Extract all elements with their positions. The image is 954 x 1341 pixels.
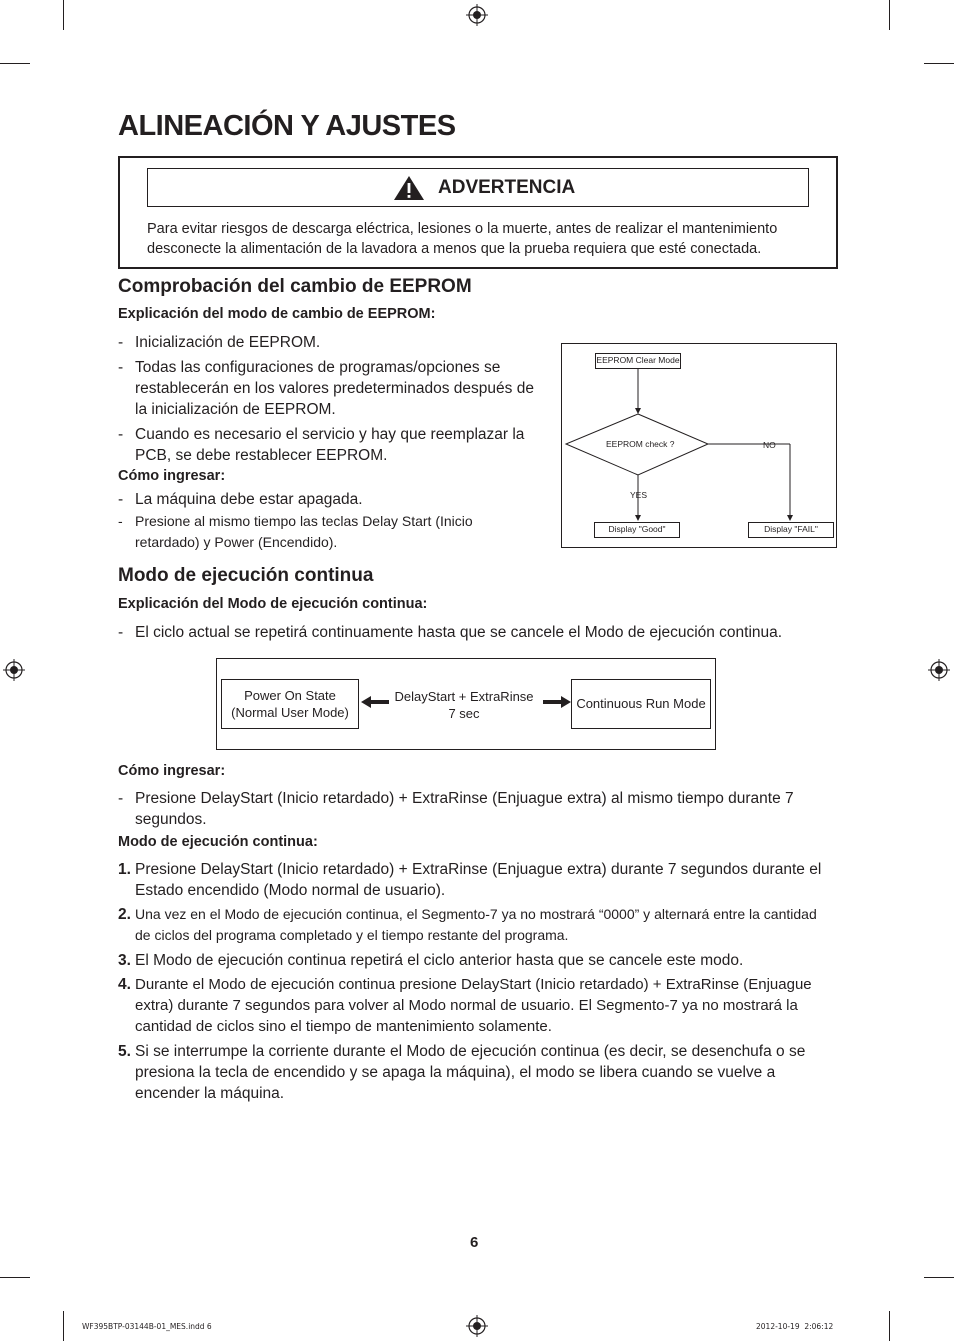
- numbered-step: 4. Durante el Modo de ejecución continua presione DelayStart (Inicio retardado) + ExtraRinse (Enjuague extra) durante 7 segundos para volver al Modo normal de usuario. El Segmento-7 ya no mostrará la cantidad de ciclos sino el tiempo de mantenimiento solamente.: [118, 976, 812, 1035]
- eeprom-enter-label: Cómo ingresar:: [118, 468, 226, 484]
- flow-transition-label: DelayStart + ExtraRinse 7 sec: [394, 689, 534, 721]
- page-title: ALINEACIÓN Y AJUSTES: [118, 110, 456, 142]
- list-item: - Inicialización de EEPROM.: [118, 334, 321, 351]
- crop-mark: [924, 1277, 954, 1278]
- crop-mark: [889, 1311, 890, 1341]
- registration-mark-icon: [3, 659, 25, 681]
- crop-mark: [0, 1277, 30, 1278]
- warning-text: Para evitar riesgos de descarga eléctrica, lesiones o la muerte, antes de realizar el mantenimiento desconecte la alimentación de la lavadora a menos que la prueba requiera que esté conectada.: [147, 221, 778, 257]
- warning-heading: ADVERTENCIA: [438, 177, 576, 198]
- flow-good-box: Display "Good": [594, 522, 680, 538]
- continuous-enter-label: Cómo ingresar:: [118, 763, 226, 779]
- continuous-flowchart: [216, 658, 716, 750]
- list-item: - La máquina debe estar apagada.: [118, 491, 363, 508]
- crop-mark: [924, 63, 954, 64]
- numbered-step: 5. Si se interrumpe la corriente durante el Modo de ejecución continua (es decir, se desenchufa o se presiona la tecla de encendido y se apaga la máquina), el modo se libera cuando se vuelve a encender la máquina.: [118, 1043, 806, 1102]
- flow-yes-label: YES: [630, 490, 648, 500]
- list-item: - Cuando es necesario el servicio y hay que reemplazar la PCB, se debe restablecer EEPROM.: [118, 426, 525, 464]
- registration-mark-icon: [466, 1315, 488, 1337]
- crop-mark: [0, 63, 30, 64]
- flow-fail-box: Display "FAIL": [748, 522, 834, 538]
- flow-power-on-box: Power On State (Normal User Mode): [221, 679, 359, 729]
- registration-mark-icon: [466, 4, 488, 26]
- numbered-step: 1. Presione DelayStart (Inicio retardado) + ExtraRinse (Enjuague extra) durante 7 segundos durante el Estado encendido (Modo normal de usuario).: [118, 861, 822, 899]
- warning-triangle-icon: [393, 175, 425, 201]
- list-item: - El ciclo actual se repetirá continuamente hasta que se cancele el Modo de ejecución continua.: [118, 624, 783, 641]
- registration-mark-icon: [928, 659, 950, 681]
- footer-timestamp: 2012-10-19 ￼￼ 2:06:12: [756, 1322, 834, 1331]
- arrow-right-icon: [543, 695, 571, 709]
- crop-mark: [63, 0, 64, 30]
- numbered-step: 2. Una vez en el Modo de ejecución continua, el Segmento-7 ya no mostrará “0000” y alternará entre la cantidad de ciclos del programa completado y el tiempo restante del programa.: [118, 906, 817, 943]
- warning-header: [147, 168, 809, 207]
- flow-no-label: NO: [763, 440, 776, 450]
- flow-continuous-box: Continuous Run Mode: [571, 679, 711, 729]
- list-item: - Todas las configuraciones de programas/opciones se restablecerán en los valores predeterminados después de la inicialización de EEPROM.: [118, 359, 534, 418]
- list-item: - Presione DelayStart (Inicio retardado) + ExtraRinse (Enjuague extra) al mismo tiempo durante 7 segundos.: [118, 790, 794, 828]
- crop-mark: [889, 0, 890, 30]
- page-number: 6: [470, 1234, 479, 1251]
- continuous-mode-label: Modo de ejecución continua:: [118, 834, 318, 850]
- list-item: - Presione al mismo tiempo las teclas Delay Start (Inicio retardado) y Power (Encendido).: [118, 513, 473, 550]
- continuous-explain-label: Explicación del Modo de ejecución continua:: [118, 596, 428, 612]
- crop-mark: [63, 1311, 64, 1341]
- flow-start-box: EEPROM Clear Mode: [595, 353, 681, 369]
- eeprom-flowchart: [561, 343, 837, 548]
- continuous-heading: Modo de ejecución continua: [118, 565, 374, 586]
- flow-decision-label: EEPROM check ?: [606, 439, 675, 449]
- warning-box: [118, 156, 838, 269]
- eeprom-explain-label: Explicación del modo de cambio de EEPROM:: [118, 306, 436, 322]
- footer-file-name: WF395BTP-03144B-01_MES.indd 6: [82, 1322, 212, 1331]
- eeprom-heading: Comprobación del cambio de EEPROM: [118, 276, 472, 297]
- flowchart-connectors: [562, 344, 836, 547]
- numbered-step: 3. El Modo de ejecución continua repetirá el ciclo anterior hasta que se cancele este modo.: [118, 952, 744, 969]
- arrow-left-icon: [361, 695, 389, 709]
